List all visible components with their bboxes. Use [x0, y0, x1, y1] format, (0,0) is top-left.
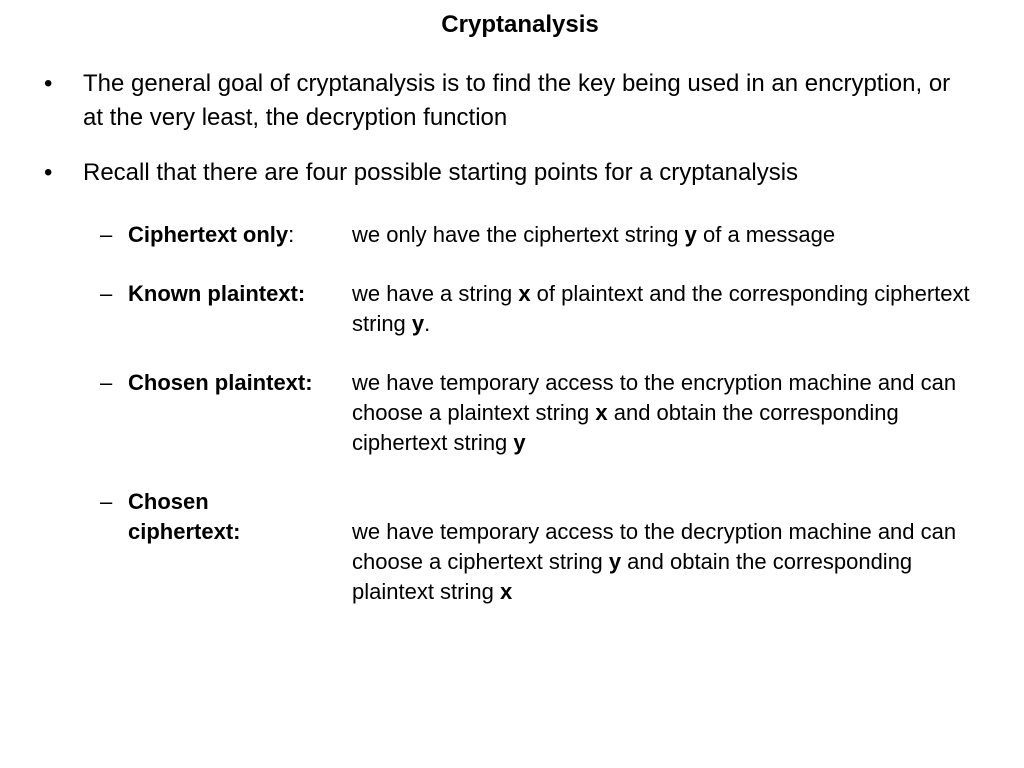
desc-text: and obtain the corresponding plaintext string [352, 549, 913, 604]
variable-y: y [684, 222, 697, 247]
variable-x: x [518, 281, 531, 306]
term-description [352, 368, 982, 458]
term-label: Chosen plaintext: [128, 370, 313, 395]
desc-text: of plaintext and the corresponding ciphertext string [352, 281, 970, 336]
desc-text: . [424, 311, 431, 336]
term-description [352, 517, 982, 607]
variable-y: y [411, 311, 425, 336]
slide-title: Cryptanalysis [441, 11, 599, 38]
bullet-marker: • [44, 159, 53, 186]
desc-text: and obtain the corresponding ciphertext string [352, 400, 899, 455]
dash-marker: – [100, 222, 113, 247]
dash-marker: – [100, 370, 113, 395]
desc-text: we have a string [352, 281, 519, 306]
term-label [128, 487, 328, 547]
bullet-text: Recall that there are four possible starting points for a cryptanalysis [83, 159, 799, 186]
term-description [352, 279, 982, 339]
term-label: Known plaintext: [128, 281, 306, 306]
variable-y: y [513, 430, 526, 455]
term-label [128, 220, 294, 250]
variable-y: y [608, 549, 622, 574]
desc-text: of a message [696, 222, 836, 247]
term-colon: : [288, 222, 295, 247]
desc-text: we only have the ciphertext string [352, 222, 685, 247]
desc-text: we have temporary access to the decryption machine and can choose a ciphertext string [352, 519, 957, 574]
term-line-1: Chosen [128, 489, 209, 514]
bullet-text: The general goal of cryptanalysis is to find the key being used in an encryption, or at the very least, the decryption function [83, 70, 951, 131]
variable-x: x [595, 400, 608, 425]
desc-text: we have temporary access to the encryption machine and can choose a plaintext string [352, 370, 957, 425]
dash-marker: – [100, 281, 113, 306]
term-text: Ciphertext only [128, 222, 289, 247]
bullet-marker: • [44, 70, 53, 97]
term-line-2: ciphertext: [128, 519, 241, 544]
variable-x: x [499, 579, 513, 604]
dash-marker: – [100, 489, 113, 514]
term-description [352, 220, 982, 250]
